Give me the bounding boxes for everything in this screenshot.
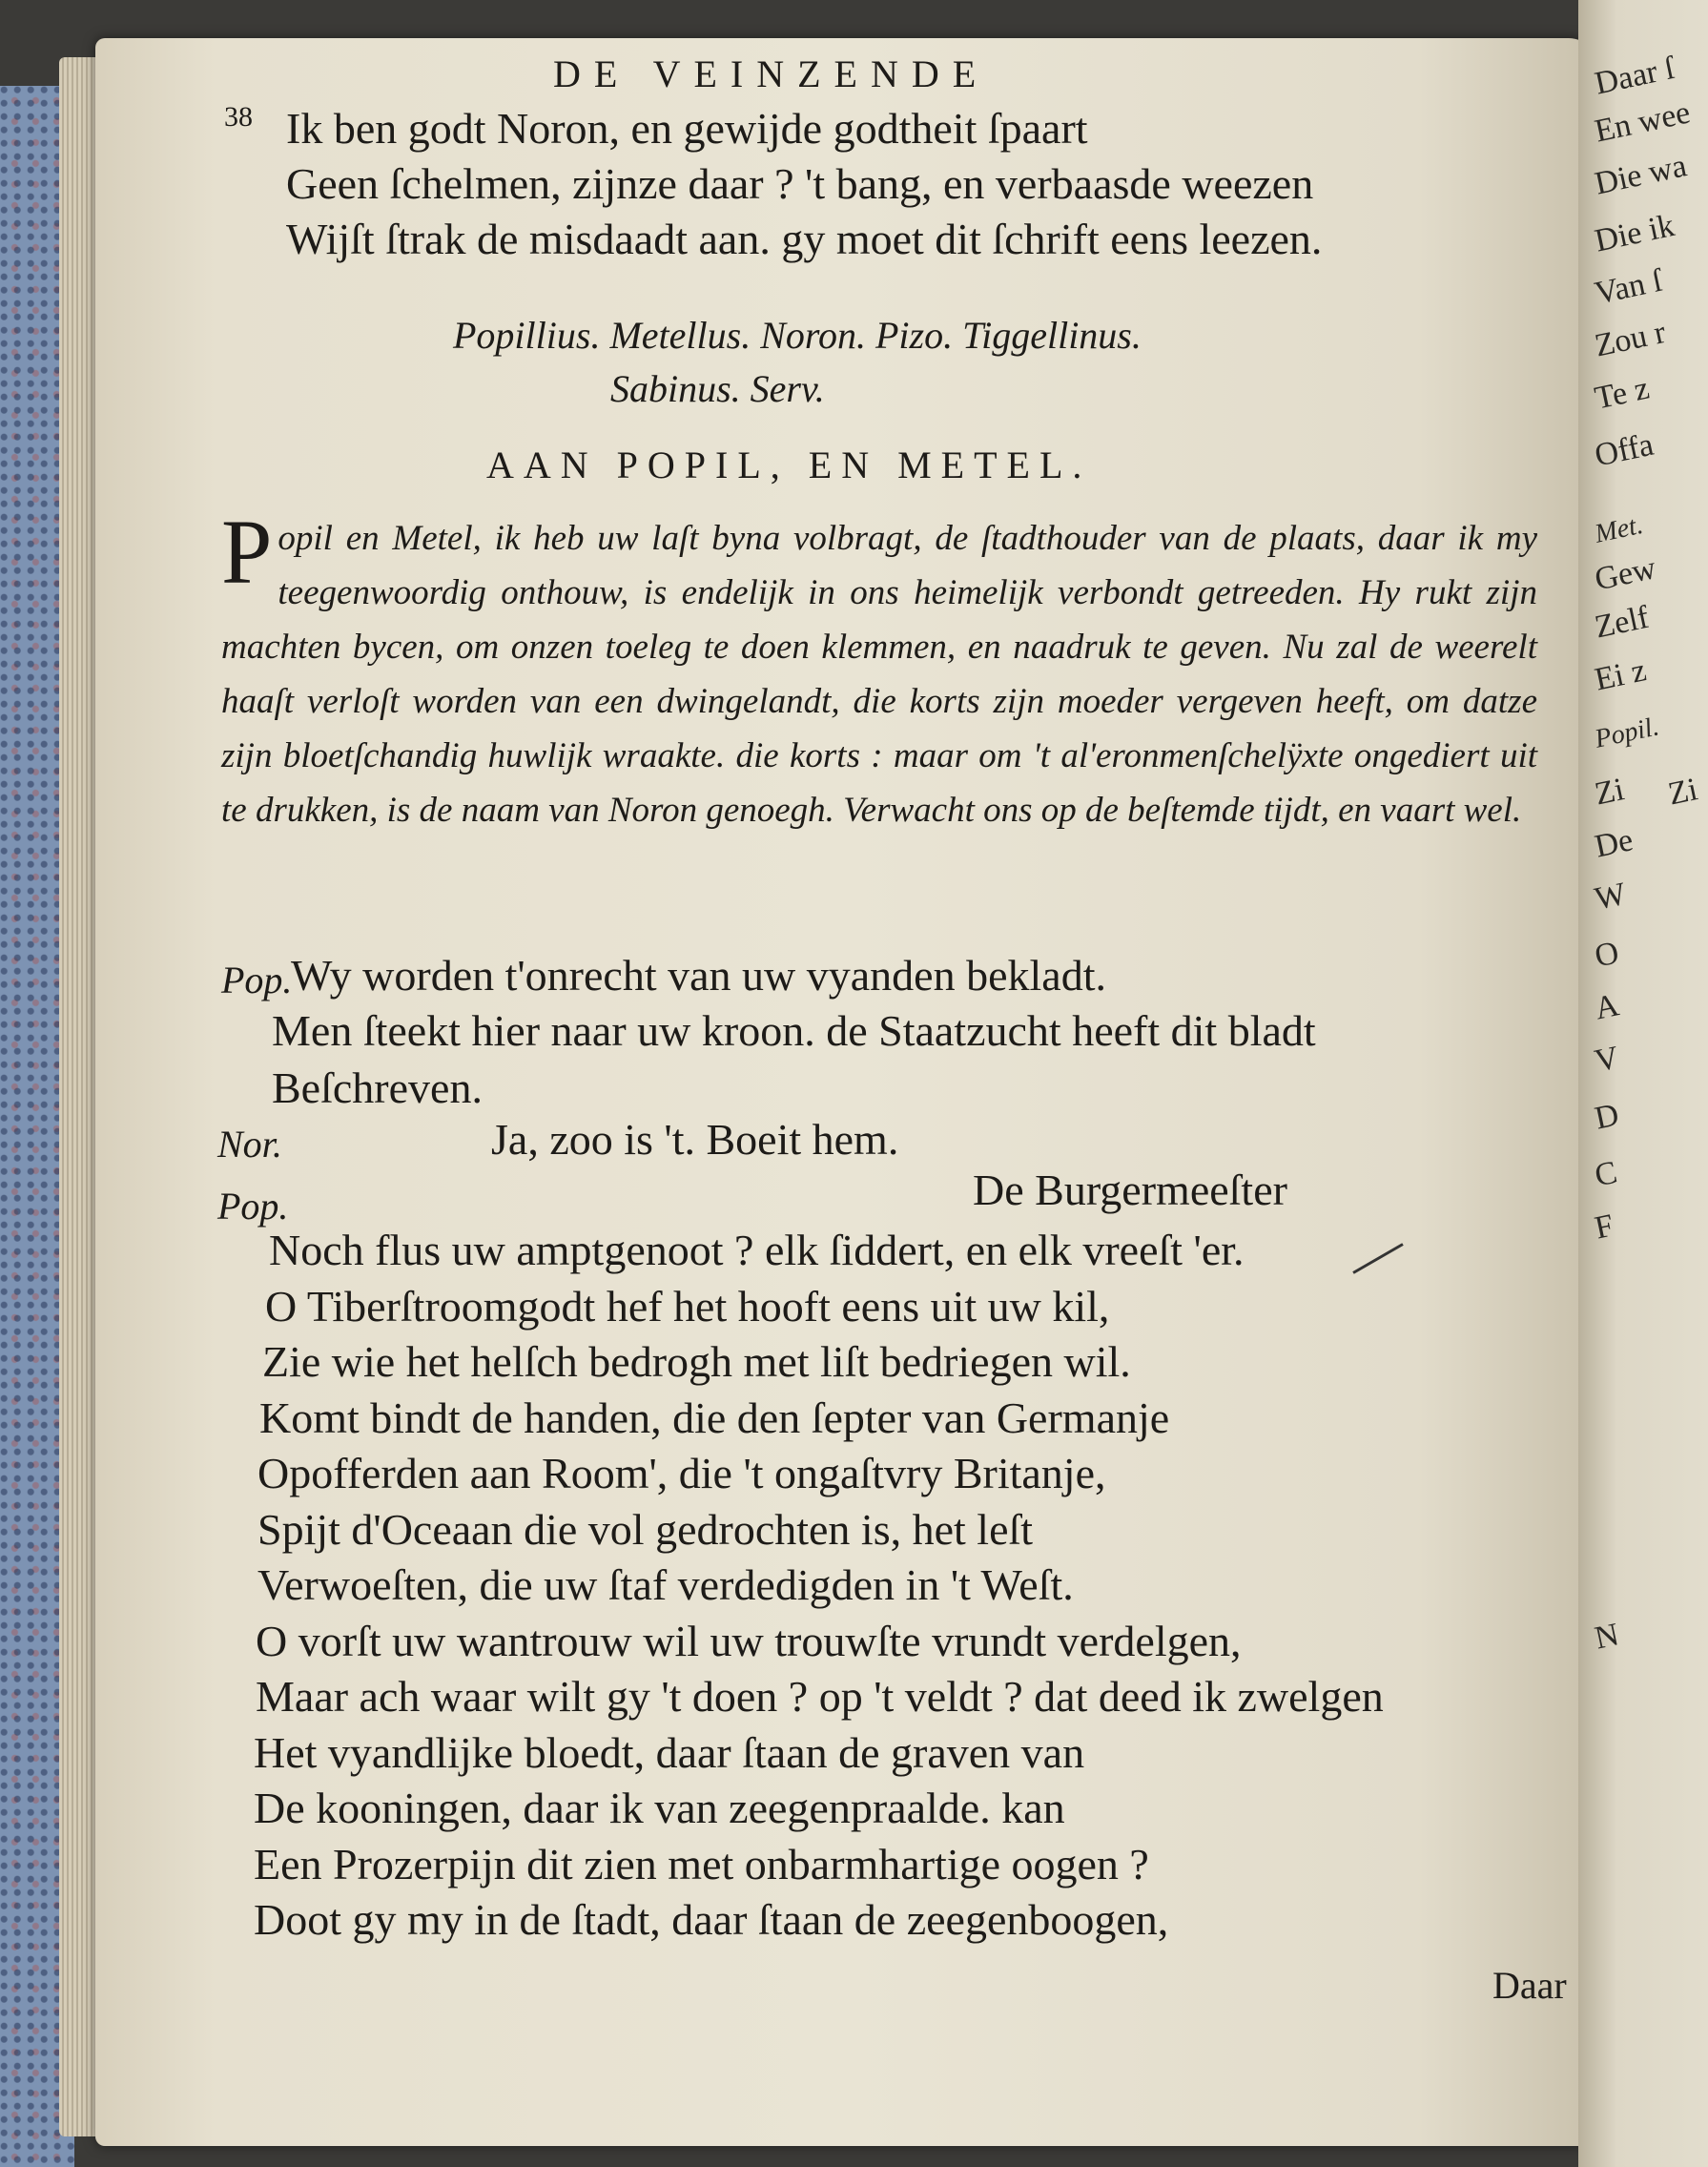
facing-page-fragment: Van ſ: [1592, 262, 1666, 312]
facing-page-fragment: Gew: [1592, 550, 1659, 598]
facing-page-fragment: V: [1592, 1040, 1622, 1080]
dialogue-line: Ja, zoo is 't. Boeit hem.: [491, 1115, 899, 1164]
facing-page-fragment: D: [1592, 1097, 1622, 1137]
verse-line: Doot gy my in de ſtadt, daar ſtaan de zeegenboogen,: [254, 1895, 1169, 1944]
letter-heading: AAN POPIL, EN METEL.: [486, 444, 1092, 486]
verse-line: Geen ſchelmen, zijnze daar ? 't bang, en verbaasde weezen: [286, 159, 1314, 208]
facing-page-fragment: Ei z: [1592, 652, 1650, 698]
facing-page-fragment: Die wa: [1592, 148, 1690, 202]
dialogue-line: De Burgermeeſter: [973, 1166, 1287, 1214]
facing-page-fragment: Zi: [1592, 772, 1628, 813]
verse-line: Verwoeſten, die uw ſtaf verdedigden in 't Weſt.: [257, 1560, 1074, 1609]
verse-line: Ik ben godt Noron, en gewijde godtheit ſpaart: [286, 104, 1088, 153]
verse-line: Zie wie het helſch bedrogh met liſt bedriegen wil.: [262, 1337, 1131, 1386]
facing-page-fragment: En wee: [1592, 94, 1694, 150]
dialogue-line: Beſchreven.: [272, 1063, 483, 1112]
facing-page-fragment: Popil.: [1592, 712, 1662, 754]
facing-page-fragment: F: [1592, 1207, 1617, 1247]
verse-line: Maar ach waar wilt gy 't doen ? op 't veldt ? dat deed ik zwelgen: [256, 1672, 1384, 1721]
verse-line: Opofferden aan Room', die 't ongaſtvry Britanje,: [257, 1449, 1106, 1497]
verse-line: Komt bindt de handen, die den ſepter van Germanje: [259, 1393, 1170, 1442]
facing-page-fragment: Offa: [1592, 426, 1657, 474]
verse-line: Noch flus uw amptgenoot ? elk ſiddert, en elk vreeſt 'er.: [269, 1226, 1245, 1274]
verse-line: O vorſt uw wantrouw wil uw trouwſte vrundt verdelgen,: [256, 1616, 1242, 1665]
letter-body: [221, 501, 1537, 837]
facing-page-fragment: C: [1592, 1154, 1620, 1194]
page-number: 38: [224, 101, 253, 133]
letter-text: opil en Metel, ik heb uw laſt byna volbragt, de ſtadthouder van de plaats, daar ik my teegenwoordig onthouw, is endelijk in ons heimelijk verbondt getreeden. Hy rukt zijn machten bycen, om onzen toeleg te doen klemmen, en naadruk te geven. Nu zal de weerelt haaſt verloſt worden van een dwingelandt, die korts zijn moeder vergeven heeft, om datze zijn bloetſchandig huwlijk wraakte. die korts : maar om 't al'eronmenſchelÿxte ongediert uit te drukken, is de naam van Noron genoegh. Verwacht ons op de beſtemde tijdt, en vaart wel.: [221, 519, 1537, 830]
verse-line: Een Prozerpijn dit zien met onbarmhartige oogen ?: [254, 1839, 1149, 1888]
verse-line: Spijt d'Oceaan die vol gedrochten is, het leſt: [257, 1504, 1034, 1554]
speakers-list: Popillius. Metellus. Noron. Pizo. Tiggellinus.: [453, 314, 1142, 357]
dialogue-line: Wy worden t'onrecht van uw vyanden bekladt.: [291, 951, 1106, 1000]
facing-page-fragment: Te z: [1592, 370, 1653, 417]
running-head: DE VEINZENDE: [553, 52, 990, 95]
dialogue-line: Men ſteekt hier naar uw kroon. de Staatzucht heeft dit bladt: [272, 1006, 1316, 1055]
speakers-list-cont: Sabinus. Serv.: [610, 367, 825, 410]
facing-page-fragment: O: [1592, 935, 1622, 975]
speaker-label: Pop.: [217, 1185, 289, 1228]
facing-page-fragment: Met.: [1592, 509, 1646, 549]
facing-page-fragment: De: [1592, 822, 1636, 865]
verse-line: Het vyandlijke bloedt, daar ſtaan de graven van: [254, 1727, 1085, 1777]
verse-line: De kooningen, daar ik van zeegenpraalde. kan: [254, 1784, 1065, 1832]
verse-line: O Tiberſtroomgodt hef het hooft eens uit uw kil,: [265, 1281, 1110, 1331]
verse-line: Wijſt ſtrak de misdaadt aan. gy moet dit ſchrift eens leezen.: [286, 215, 1323, 263]
speaker-label: Nor.: [217, 1123, 282, 1166]
facing-page-fragment: Die ik: [1592, 207, 1677, 259]
facing-page-fragment: Zou r: [1592, 314, 1669, 364]
facing-page-fragment: N: [1592, 1617, 1622, 1657]
facing-page-fragment: Zelf: [1592, 599, 1653, 646]
facing-page-fragment: Daar ſ: [1592, 50, 1677, 102]
drop-cap: P: [221, 501, 273, 603]
facing-page-edge: [1578, 0, 1708, 2167]
facing-page-fragment: Zi: [1665, 772, 1701, 813]
catchword: Daar: [1492, 1964, 1567, 2007]
speaker-label: Pop.: [221, 959, 293, 1001]
facing-page-fragment: A: [1592, 987, 1622, 1027]
facing-page-fragment: W: [1592, 876, 1630, 918]
